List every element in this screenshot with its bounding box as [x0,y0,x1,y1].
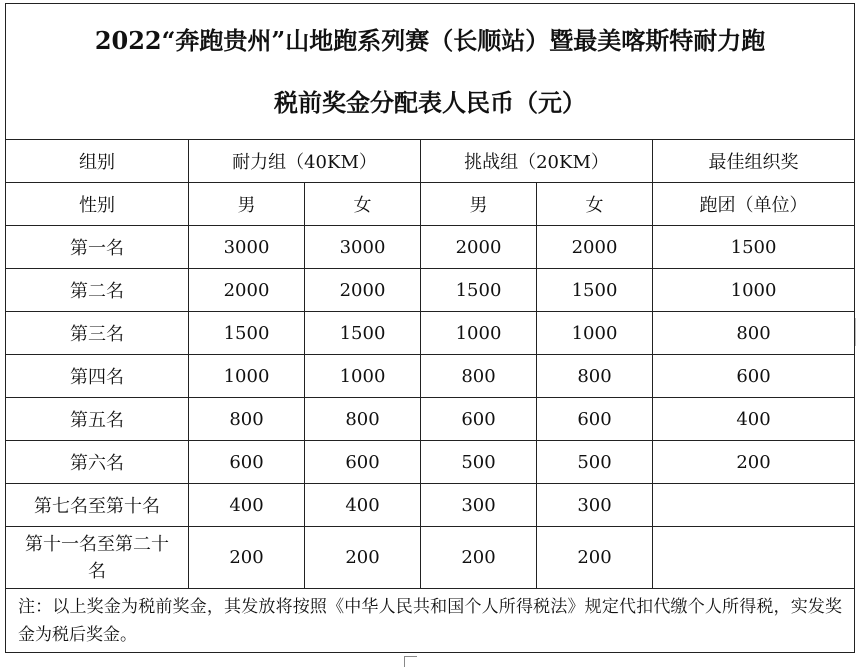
rank-cell: 第三名 [6,312,189,355]
prize-cell: 1000 [537,312,653,355]
prize-cell: 200 [305,527,421,589]
prize-cell: 600 [653,355,855,398]
prize-cell: 1000 [189,355,305,398]
prize-cell: 400 [653,398,855,441]
header-female-endurance: 女 [305,183,421,226]
table-row [6,312,855,355]
prize-cell: 1000 [421,312,537,355]
table-row [6,484,855,527]
table-row [6,527,855,589]
prize-cell: 3000 [189,226,305,269]
rank-cell: 第四名 [6,355,189,398]
prize-cell [653,484,855,527]
rank-cell: 第十一名至第二十名 [6,527,189,589]
rank-cell: 第二名 [6,269,189,312]
prize-cell: 800 [305,398,421,441]
rank-cell: 第五名 [6,398,189,441]
edge-marker [855,318,860,346]
prize-cell: 200 [653,441,855,484]
prize-cell: 800 [189,398,305,441]
title-line-1: 2022“奔跑贵州”山地跑系列赛（长顺站）暨最美喀斯特耐力跑 [94,25,766,55]
title-line-2: 税前奖金分配表人民币（元） [274,87,587,117]
prize-cell: 600 [421,398,537,441]
prize-cell [653,527,855,589]
rank-cell: 第七名至第十名 [6,484,189,527]
rank-cell: 第六名 [6,441,189,484]
header-row-group [6,140,855,183]
prize-cell: 600 [189,441,305,484]
prize-table [5,3,855,653]
prize-cell: 1500 [305,312,421,355]
header-team: 跑团（单位） [653,183,855,226]
prize-cell: 600 [537,398,653,441]
prize-cell: 800 [537,355,653,398]
prize-cell: 1500 [537,269,653,312]
prize-cell: 800 [421,355,537,398]
table-row [6,441,855,484]
header-challenge-group: 挑战组（20KM） [421,140,653,183]
header-group-label: 组别 [6,140,189,183]
prize-cell: 2000 [537,226,653,269]
prize-cell: 800 [653,312,855,355]
prize-cell: 2000 [189,269,305,312]
prize-cell: 1000 [305,355,421,398]
prize-cell: 3000 [305,226,421,269]
rank-cell: 第一名 [6,226,189,269]
prize-cell: 1500 [189,312,305,355]
prize-cell: 200 [189,527,305,589]
header-female-challenge: 女 [537,183,653,226]
table-row [6,226,855,269]
table-row [6,269,855,312]
header-best-organization: 最佳组织奖 [653,140,855,183]
prize-cell: 400 [189,484,305,527]
prize-cell: 200 [421,527,537,589]
prize-cell: 500 [537,441,653,484]
footnote: 注：以上奖金为税前奖金，其发放将按照《中华人民共和国个人所得税法》规定代扣代缴个人所得税，实发奖金为税后奖金。 [6,589,855,653]
table-row [6,355,855,398]
prize-cell: 600 [305,441,421,484]
table-title [6,4,855,140]
prize-cell: 500 [421,441,537,484]
prize-cell: 1500 [653,226,855,269]
prize-cell: 1000 [653,269,855,312]
prize-cell: 300 [421,484,537,527]
prize-table-sheet [5,3,855,653]
prize-cell: 300 [537,484,653,527]
prize-cell: 200 [537,527,653,589]
prize-cell: 1500 [421,269,537,312]
header-male-challenge: 男 [421,183,537,226]
prize-cell: 2000 [305,269,421,312]
header-gender-label: 性别 [6,183,189,226]
table-row [6,398,855,441]
corner-mark [404,656,417,667]
header-male-endurance: 男 [189,183,305,226]
prize-cell: 400 [305,484,421,527]
header-endurance-group: 耐力组（40KM） [189,140,421,183]
prize-cell: 2000 [421,226,537,269]
header-row-gender [6,183,855,226]
